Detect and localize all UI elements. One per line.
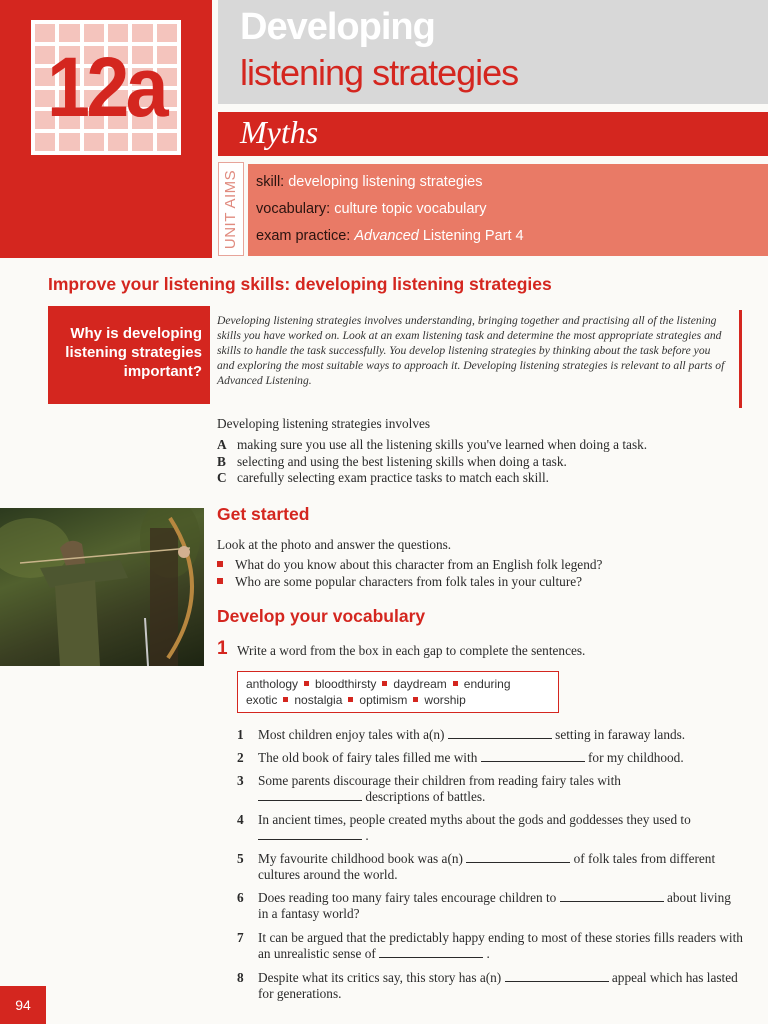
answer-gap[interactable] bbox=[466, 852, 570, 863]
sentence-item: 2 The old book of fairy tales filled me with for my childhood. bbox=[237, 750, 684, 765]
sentence-item: 4 In ancient times, people created myths about the gods and goddesses they used to . bbox=[237, 812, 691, 843]
involves-lead: Developing listening strategies involves bbox=[217, 416, 431, 431]
question-item: Who are some popular characters from folk tales in your culture? bbox=[217, 574, 582, 590]
sentence-item: 8 Despite what its critics say, this story has a(n) appeal which has lasted for generations. bbox=[237, 970, 738, 1001]
sentence-item: 6 Does reading too many fairy tales encourage children to about living in a fantasy world? bbox=[237, 890, 731, 921]
word-box bbox=[237, 671, 559, 713]
page-title-line2: listening strategies bbox=[240, 52, 519, 93]
archer-photo bbox=[0, 508, 204, 666]
vocabulary-heading: Develop your vocabulary bbox=[217, 606, 426, 626]
word-box-row: exotic nostalgia optimism worship bbox=[246, 693, 466, 707]
bullet-icon bbox=[217, 578, 223, 584]
question-item: What do you know about this character from an English folk legend? bbox=[217, 557, 602, 573]
sentence-item: 1 Most children enjoy tales with a(n) setting in faraway lands. bbox=[237, 727, 686, 742]
bullet-icon bbox=[217, 561, 223, 567]
option-b: B selecting and using the best listening skills when doing a task. bbox=[217, 454, 567, 469]
aim-skill: skill: developing listening strategies bbox=[256, 174, 483, 190]
unit-aims-label: UNIT AIMS bbox=[222, 169, 240, 249]
unit-number: 12a bbox=[47, 40, 165, 134]
aim-vocabulary: vocabulary: culture topic vocabulary bbox=[256, 201, 487, 217]
answer-gap[interactable] bbox=[505, 971, 609, 982]
option-c: C carefully selecting exam practice tasks to match each skill. bbox=[217, 470, 549, 485]
sentence-item: 7 It can be argued that the predictably happy ending to most of these stories fills readers with an unrealistic sense of . bbox=[237, 930, 743, 961]
unit-number-badge bbox=[31, 20, 181, 155]
option-a: A making sure you use all the listening skills you've learned when doing a task. bbox=[217, 437, 648, 452]
exercise-instruction: Write a word from the box in each gap to complete the sentences. bbox=[237, 643, 586, 658]
improve-heading: Improve your listening skills: developing listening strategies bbox=[48, 274, 552, 294]
page-number: 94 bbox=[0, 986, 46, 1024]
answer-gap[interactable] bbox=[481, 751, 585, 762]
intro-paragraph: Developing listening strategies involves understanding, bringing together and practising all of the listening skills you have worked on. Look at an exam listening task and determine the most appropriate strategies and skills to handle the task successfully. You develop listening strategies by thinking about the task before you and exploring the most suitable ways to approach it. Developing listening strategies is relevant to all parts of Advanced Listening. bbox=[217, 314, 725, 387]
answer-gap[interactable] bbox=[258, 829, 362, 840]
side-rule bbox=[739, 310, 742, 408]
exercise-number: 1 bbox=[217, 638, 228, 659]
answer-gap[interactable] bbox=[258, 790, 362, 801]
answer-gap[interactable] bbox=[379, 947, 483, 958]
get-started-heading: Get started bbox=[217, 504, 310, 524]
answer-gap[interactable] bbox=[560, 891, 664, 902]
unit-theme: Myths bbox=[240, 114, 319, 150]
page-title-line1: Developing bbox=[240, 6, 435, 48]
answer-gap[interactable] bbox=[448, 728, 552, 739]
sentence-item: 3 Some parents discourage their children from reading fairy tales with descriptions of battles. bbox=[237, 773, 621, 804]
why-question-box: Why is developing listening strategies important? bbox=[48, 306, 210, 404]
word-box-row: anthology bloodthirsty daydream enduring bbox=[246, 677, 511, 691]
sentence-item: 5 My favourite childhood book was a(n) of folk tales from different cultures around the world. bbox=[237, 851, 716, 882]
aim-exam-practice: exam practice: Advanced Listening Part 4 bbox=[256, 228, 524, 244]
get-started-instruction: Look at the photo and answer the questions. bbox=[217, 537, 452, 552]
